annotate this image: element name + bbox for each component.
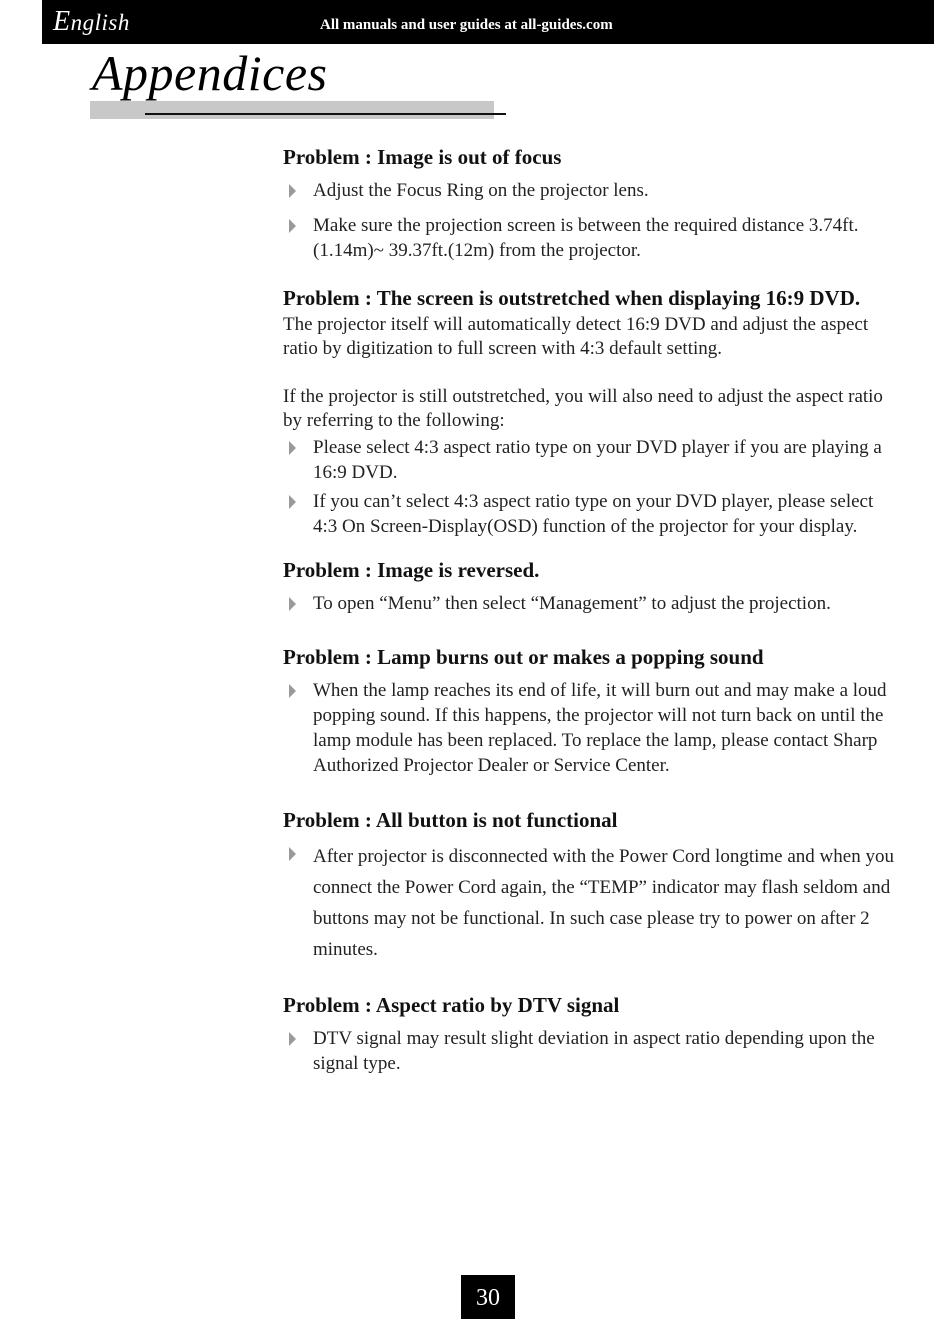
bullet-list [283,1026,898,1076]
list-item: Make sure the projection screen is between the required distance 3.74ft.(1.14m)~ 39.37ft.(12m) from the projector. [283,213,898,263]
section-focus [283,144,898,263]
bullet-list [283,178,898,263]
bullet-arrow-icon [289,184,296,198]
list-item: To open “Menu” then select “Management” to adjust the projection. [283,591,898,616]
bullet-arrow-icon [289,597,296,611]
title-underline-shade [90,101,494,119]
page-number: 30 [461,1275,515,1319]
section-heading: Problem : Lamp burns out or makes a popping sound [283,645,764,669]
bullet-list [283,678,898,778]
section-heading: Problem : Image is out of focus [283,145,562,169]
section-lamp [283,644,898,778]
paragraph: If the projector is still outstretched, you will also need to adjust the aspect ratio by referring to the following: [283,386,883,431]
bullet-arrow-icon [289,847,296,861]
chapter-title: Appendices [92,45,328,101]
bullet-arrow-icon [289,495,296,509]
title-underline-rule [145,113,506,115]
troubleshooting-content [283,144,898,1076]
list-item: When the lamp reaches its end of life, it will burn out and may make a loud popping sound. If this happens, the projector will not turn back on until the lamp module has been replaced. To replace the lamp, please contact Sharp Authorized Projector Dealer or Service Center. [283,678,898,778]
section-heading: Problem : The screen is outstretched when displaying 16:9 DVD. [283,286,861,310]
section-heading: Problem : Aspect ratio by DTV signal [283,993,620,1017]
bullet-arrow-icon [289,219,296,233]
list-item: After projector is disconnected with the Power Cord longtime and when you connect the Power Cord again, the “TEMP” indicator may flash seldom and buttons may not be functional. In such case please try to power on after 2 minutes. [283,841,898,965]
paragraph: The projector itself will automatically detect 16:9 DVD and adjust the aspect ratio by digitization to full screen with 4:3 default setting. [283,314,869,359]
list-item: DTV signal may result slight deviation in aspect ratio depending upon the signal type. [283,1026,898,1076]
watermark-text: All manuals and user guides at all-guides.com [320,17,613,33]
section-heading: Problem : All button is not functional [283,808,618,832]
bullet-arrow-icon [289,684,296,698]
section-buttons [283,807,898,965]
language-label: English [53,6,130,37]
header-bar [42,0,934,44]
section-heading: Problem : Image is reversed. [283,558,540,582]
bullet-arrow-icon [289,441,296,455]
list-item: Adjust the Focus Ring on the projector lens. [283,178,898,203]
bullet-list [283,435,898,539]
section-reversed [283,557,898,616]
section-dtv [283,992,898,1076]
list-item: Please select 4:3 aspect ratio type on your DVD player if you are playing a 16:9 DVD. [283,435,898,485]
bullet-arrow-icon [289,1032,296,1046]
list-item: If you can’t select 4:3 aspect ratio type on your DVD player, please select 4:3 On Screen-Display(OSD) function of the projector for your display. [283,489,898,539]
bullet-list [283,591,898,616]
section-outstretched [283,285,898,539]
bullet-list [283,841,898,965]
